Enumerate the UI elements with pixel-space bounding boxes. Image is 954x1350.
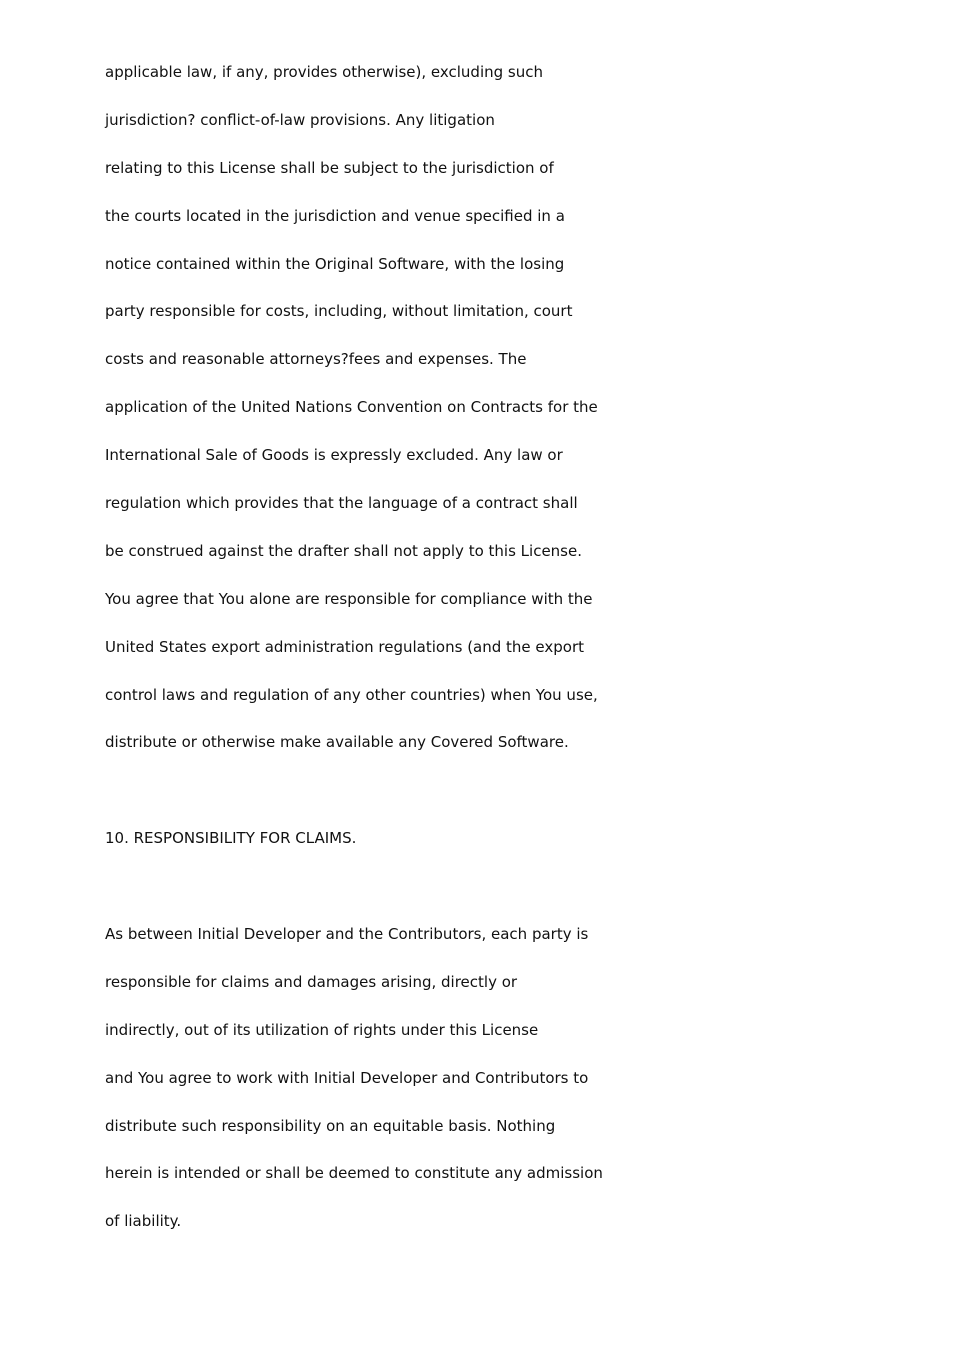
text-line: party responsible for costs, including, without limitation, court: [105, 302, 573, 321]
text-line: the courts located in the jurisdiction and venue specified in a: [105, 206, 565, 225]
paragraph-responsibility: [105, 925, 865, 1260]
section-heading: [105, 829, 865, 877]
text-line: of liability.: [105, 1212, 182, 1231]
text-line: indirectly, out of its utilization of rights under this License: [105, 1020, 539, 1039]
text-line: responsible for claims and damages arising, directly or: [105, 972, 518, 991]
text-line: International Sale of Goods is expressly excluded. Any law or: [105, 446, 563, 465]
text-line: herein is intended or shall be deemed to constitute any admission: [105, 1164, 603, 1183]
text-line: distribute such responsibility on an equitable basis. Nothing: [105, 1116, 556, 1135]
text-line: relating to this License shall be subject to the jurisdiction of: [105, 158, 554, 177]
text-line: applicable law, if any, provides otherwise), excluding such: [105, 63, 543, 81]
text-line: regulation which provides that the language of a contract shall: [105, 494, 578, 513]
paragraph-governing-law: [105, 63, 865, 781]
text-line: distribute or otherwise make available any Covered Software.: [105, 733, 569, 752]
text-line: You agree that You alone are responsible for compliance with the: [105, 589, 593, 608]
text-line: be construed against the drafter shall not apply to this License.: [105, 541, 582, 560]
text-line: As between Initial Developer and the Contributors, each party is: [105, 925, 589, 943]
text-line: and You agree to work with Initial Developer and Contributors to: [105, 1068, 589, 1087]
text-line: costs and reasonable attorneys?fees and expenses. The: [105, 350, 527, 369]
text-line: United States export administration regulations (and the export: [105, 637, 585, 656]
text-line: notice contained within the Original Software, with the losing: [105, 254, 565, 273]
section-heading-text: 10. RESPONSIBILITY FOR CLAIMS.: [105, 829, 357, 847]
text-line: jurisdiction? conflict-of-law provisions. Any litigation: [105, 110, 495, 129]
text-line: application of the United Nations Convention on Contracts for the: [105, 398, 598, 417]
text-line: control laws and regulation of any other countries) when You use,: [105, 685, 598, 704]
